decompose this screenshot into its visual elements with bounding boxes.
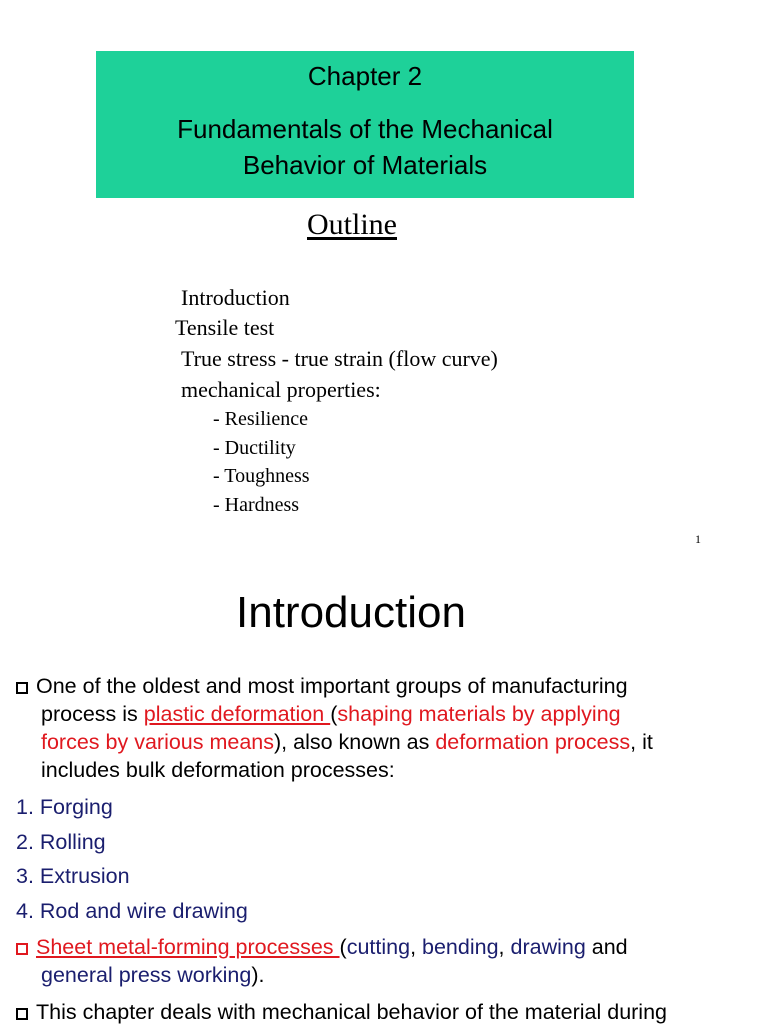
checkbox-bullet-icon	[16, 1008, 28, 1020]
paragraph-1-line-1: One of the oldest and most important groups of manufacturing	[16, 672, 628, 700]
paragraph-1-line-2: process is plastic deformation (shaping materials by applying	[41, 702, 621, 726]
outline-subitem-ductility: - Ductility	[213, 437, 296, 459]
outline-item-true-stress: True stress - true strain (flow curve)	[181, 346, 498, 371]
checkbox-bullet-icon	[16, 682, 28, 694]
paragraph-1-line-3: forces by various means), also known as deformation process, it	[41, 730, 653, 754]
sheet-metal-line-1: Sheet metal-forming processes (cutting, bending, drawing and	[16, 933, 628, 961]
title-line-2: Behavior of Materials	[242, 150, 488, 180]
last-paragraph-line: This chapter deals with mechanical behavior of the material during	[16, 998, 667, 1026]
sheet-metal-line-2: general press working).	[41, 963, 265, 987]
sheet-metal-term: Sheet metal-forming processes	[36, 935, 340, 959]
deformation-process-term: deformation process	[435, 730, 631, 754]
list-item-rolling: 2. Rolling	[16, 830, 106, 854]
plastic-deformation-term: plastic deformation	[143, 702, 331, 726]
checkbox-bullet-icon	[16, 943, 28, 955]
page-number: 1	[695, 532, 701, 546]
outline-subitem-hardness: - Hardness	[213, 494, 300, 516]
outline-item-introduction: Introduction	[181, 285, 290, 310]
introduction-heading: Introduction	[236, 588, 466, 637]
title-box	[96, 51, 634, 198]
list-item-extrusion: 3. Extrusion	[16, 864, 130, 888]
outline-item-mechanical-properties: mechanical properties:	[181, 377, 381, 402]
outline-subitem-resilience: - Resilience	[213, 408, 308, 430]
outline-subitem-toughness: - Toughness	[213, 465, 310, 487]
paragraph-1-line-4: includes bulk deformation processes:	[41, 758, 395, 782]
outline-heading: Outline	[307, 208, 397, 241]
list-item-rod-wire-drawing: 4. Rod and wire drawing	[16, 899, 248, 923]
title-line-1: Fundamentals of the Mechanical	[177, 114, 553, 144]
list-item-forging: 1. Forging	[16, 795, 113, 819]
chapter-label: Chapter 2	[307, 61, 423, 91]
outline-item-tensile-test: Tensile test	[175, 315, 275, 340]
